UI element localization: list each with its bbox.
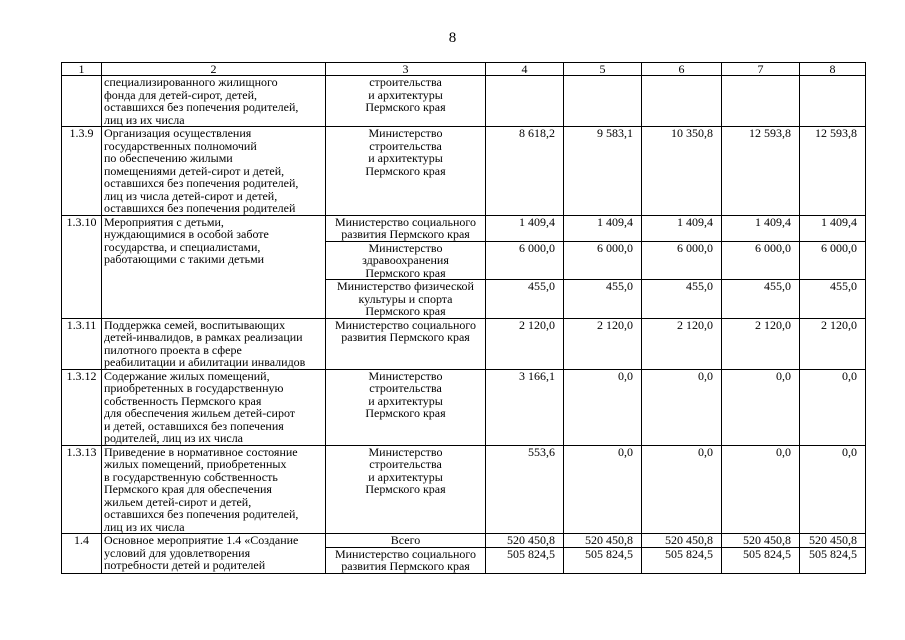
amount-cell: 0,0 xyxy=(722,445,800,534)
activity-name: Основное мероприятие 1.4 «Создание условий для удовлетворения потребности детей и родителей xyxy=(102,534,326,574)
amount-cell: 2 120,0 xyxy=(722,318,800,369)
amount-cell: 505 824,5 xyxy=(800,547,866,573)
amount-cell: 12 593,8 xyxy=(722,127,800,216)
responsible-org: Всего xyxy=(326,534,486,548)
header-cell: 8 xyxy=(800,63,866,76)
responsible-org: Министерство строительства и архитектуры Пермского края xyxy=(326,369,486,445)
table-row xyxy=(62,127,866,216)
responsible-org: Министерство социального развития Пермского края xyxy=(326,318,486,369)
amount-cell: 455,0 xyxy=(722,280,800,319)
responsible-org: Министерство социального развития Пермского края xyxy=(326,215,486,241)
row-number: 1.3.11 xyxy=(62,318,102,369)
amount-cell: 0,0 xyxy=(722,369,800,445)
row-number xyxy=(62,76,102,127)
amount-cell: 0,0 xyxy=(564,445,642,534)
amount-cell: 520 450,8 xyxy=(486,534,564,548)
amount-cell: 520 450,8 xyxy=(722,534,800,548)
amount-cell: 2 120,0 xyxy=(564,318,642,369)
table-row xyxy=(62,318,866,369)
header-cell: 6 xyxy=(642,63,722,76)
amount-cell: 520 450,8 xyxy=(642,534,722,548)
amount-cell: 455,0 xyxy=(642,280,722,319)
amount-cell: 10 350,8 xyxy=(642,127,722,216)
amount-cell: 0,0 xyxy=(642,445,722,534)
amount-cell: 2 120,0 xyxy=(642,318,722,369)
amount-cell: 6 000,0 xyxy=(642,241,722,280)
amount-cell: 505 824,5 xyxy=(486,547,564,573)
activity-name: Приведение в нормативное состояние жилых помещений, приобретенных в государственную собственность Пермского края для обеспечения жильем детей-сирот и детей, оставшихся без попечения родителей, лиц из их числа xyxy=(102,445,326,534)
amount-cell: 455,0 xyxy=(800,280,866,319)
amount-cell: 505 824,5 xyxy=(642,547,722,573)
amount-cell: 1 409,4 xyxy=(564,215,642,241)
table-row xyxy=(62,534,866,548)
header-cell: 4 xyxy=(486,63,564,76)
amount-cell: 0,0 xyxy=(800,369,866,445)
amount-cell xyxy=(800,76,866,127)
row-number: 1.3.9 xyxy=(62,127,102,216)
amount-cell: 553,6 xyxy=(486,445,564,534)
activity-name: Поддержка семей, воспитывающих детей-инвалидов, в рамках реализации пилотного проекта в сфере реабилитации и абилитации инвалидов xyxy=(102,318,326,369)
amount-cell xyxy=(486,76,564,127)
amount-cell xyxy=(642,76,722,127)
header-cell: 1 xyxy=(62,63,102,76)
header-cell: 3 xyxy=(326,63,486,76)
amount-cell: 8 618,2 xyxy=(486,127,564,216)
amount-cell: 1 409,4 xyxy=(800,215,866,241)
amount-cell: 1 409,4 xyxy=(642,215,722,241)
page-number: 8 xyxy=(448,30,457,46)
activity-name: Содержание жилых помещений, приобретенных в государственную собственность Пермского края для обеспечения жильем детей-сирот и детей, оставшихся без попечения родителей, лиц из их числа xyxy=(102,369,326,445)
responsible-org: Министерство социального развития Пермского края xyxy=(326,547,486,573)
table-row xyxy=(62,445,866,534)
amount-cell: 6 000,0 xyxy=(722,241,800,280)
amount-cell: 520 450,8 xyxy=(800,534,866,548)
amount-cell: 455,0 xyxy=(486,280,564,319)
amount-cell: 0,0 xyxy=(564,369,642,445)
activity-name: Организация осуществления государственных полномочий по обеспечению жилыми помещениями детей-сирот и детей, оставшихся без попечения родителей, лиц из числа детей-сирот и детей, оставшихся без попечения родителей xyxy=(102,127,326,216)
responsible-org: Министерство физической культуры и спорта Пермского края xyxy=(326,280,486,319)
amount-cell xyxy=(564,76,642,127)
amount-cell: 12 593,8 xyxy=(800,127,866,216)
header-row xyxy=(62,63,866,76)
table-row xyxy=(62,215,866,241)
amount-cell: 0,0 xyxy=(800,445,866,534)
amount-cell: 6 000,0 xyxy=(800,241,866,280)
responsible-org: строительства и архитектуры Пермского края xyxy=(326,76,486,127)
amount-cell: 1 409,4 xyxy=(486,215,564,241)
amount-cell xyxy=(722,76,800,127)
amount-cell: 505 824,5 xyxy=(564,547,642,573)
amount-cell: 6 000,0 xyxy=(486,241,564,280)
amount-cell: 1 409,4 xyxy=(722,215,800,241)
amount-cell: 9 583,1 xyxy=(564,127,642,216)
amount-cell: 6 000,0 xyxy=(564,241,642,280)
row-number: 1.3.12 xyxy=(62,369,102,445)
activity-name: Мероприятия с детьми, нуждающимися в особой заботе государства, и специалистами, работающими с такими детьми xyxy=(102,215,326,318)
header-cell: 7 xyxy=(722,63,800,76)
amount-cell: 0,0 xyxy=(642,369,722,445)
header-cell: 2 xyxy=(102,63,326,76)
activity-name: специализированного жилищного фонда для детей-сирот, детей, оставшихся без попечения родителей, лиц из их числа xyxy=(102,76,326,127)
budget-table xyxy=(61,62,866,574)
row-number: 1.4 xyxy=(62,534,102,574)
amount-cell: 2 120,0 xyxy=(486,318,564,369)
responsible-org: Министерство здравоохранения Пермского края xyxy=(326,241,486,280)
responsible-org: Министерство строительства и архитектуры Пермского края xyxy=(326,445,486,534)
table-row xyxy=(62,76,866,127)
table-row xyxy=(62,369,866,445)
amount-cell: 455,0 xyxy=(564,280,642,319)
amount-cell: 520 450,8 xyxy=(564,534,642,548)
row-number: 1.3.10 xyxy=(62,215,102,318)
responsible-org: Министерство строительства и архитектуры Пермского края xyxy=(326,127,486,216)
row-number: 1.3.13 xyxy=(62,445,102,534)
amount-cell: 2 120,0 xyxy=(800,318,866,369)
amount-cell: 505 824,5 xyxy=(722,547,800,573)
header-cell: 5 xyxy=(564,63,642,76)
amount-cell: 3 166,1 xyxy=(486,369,564,445)
